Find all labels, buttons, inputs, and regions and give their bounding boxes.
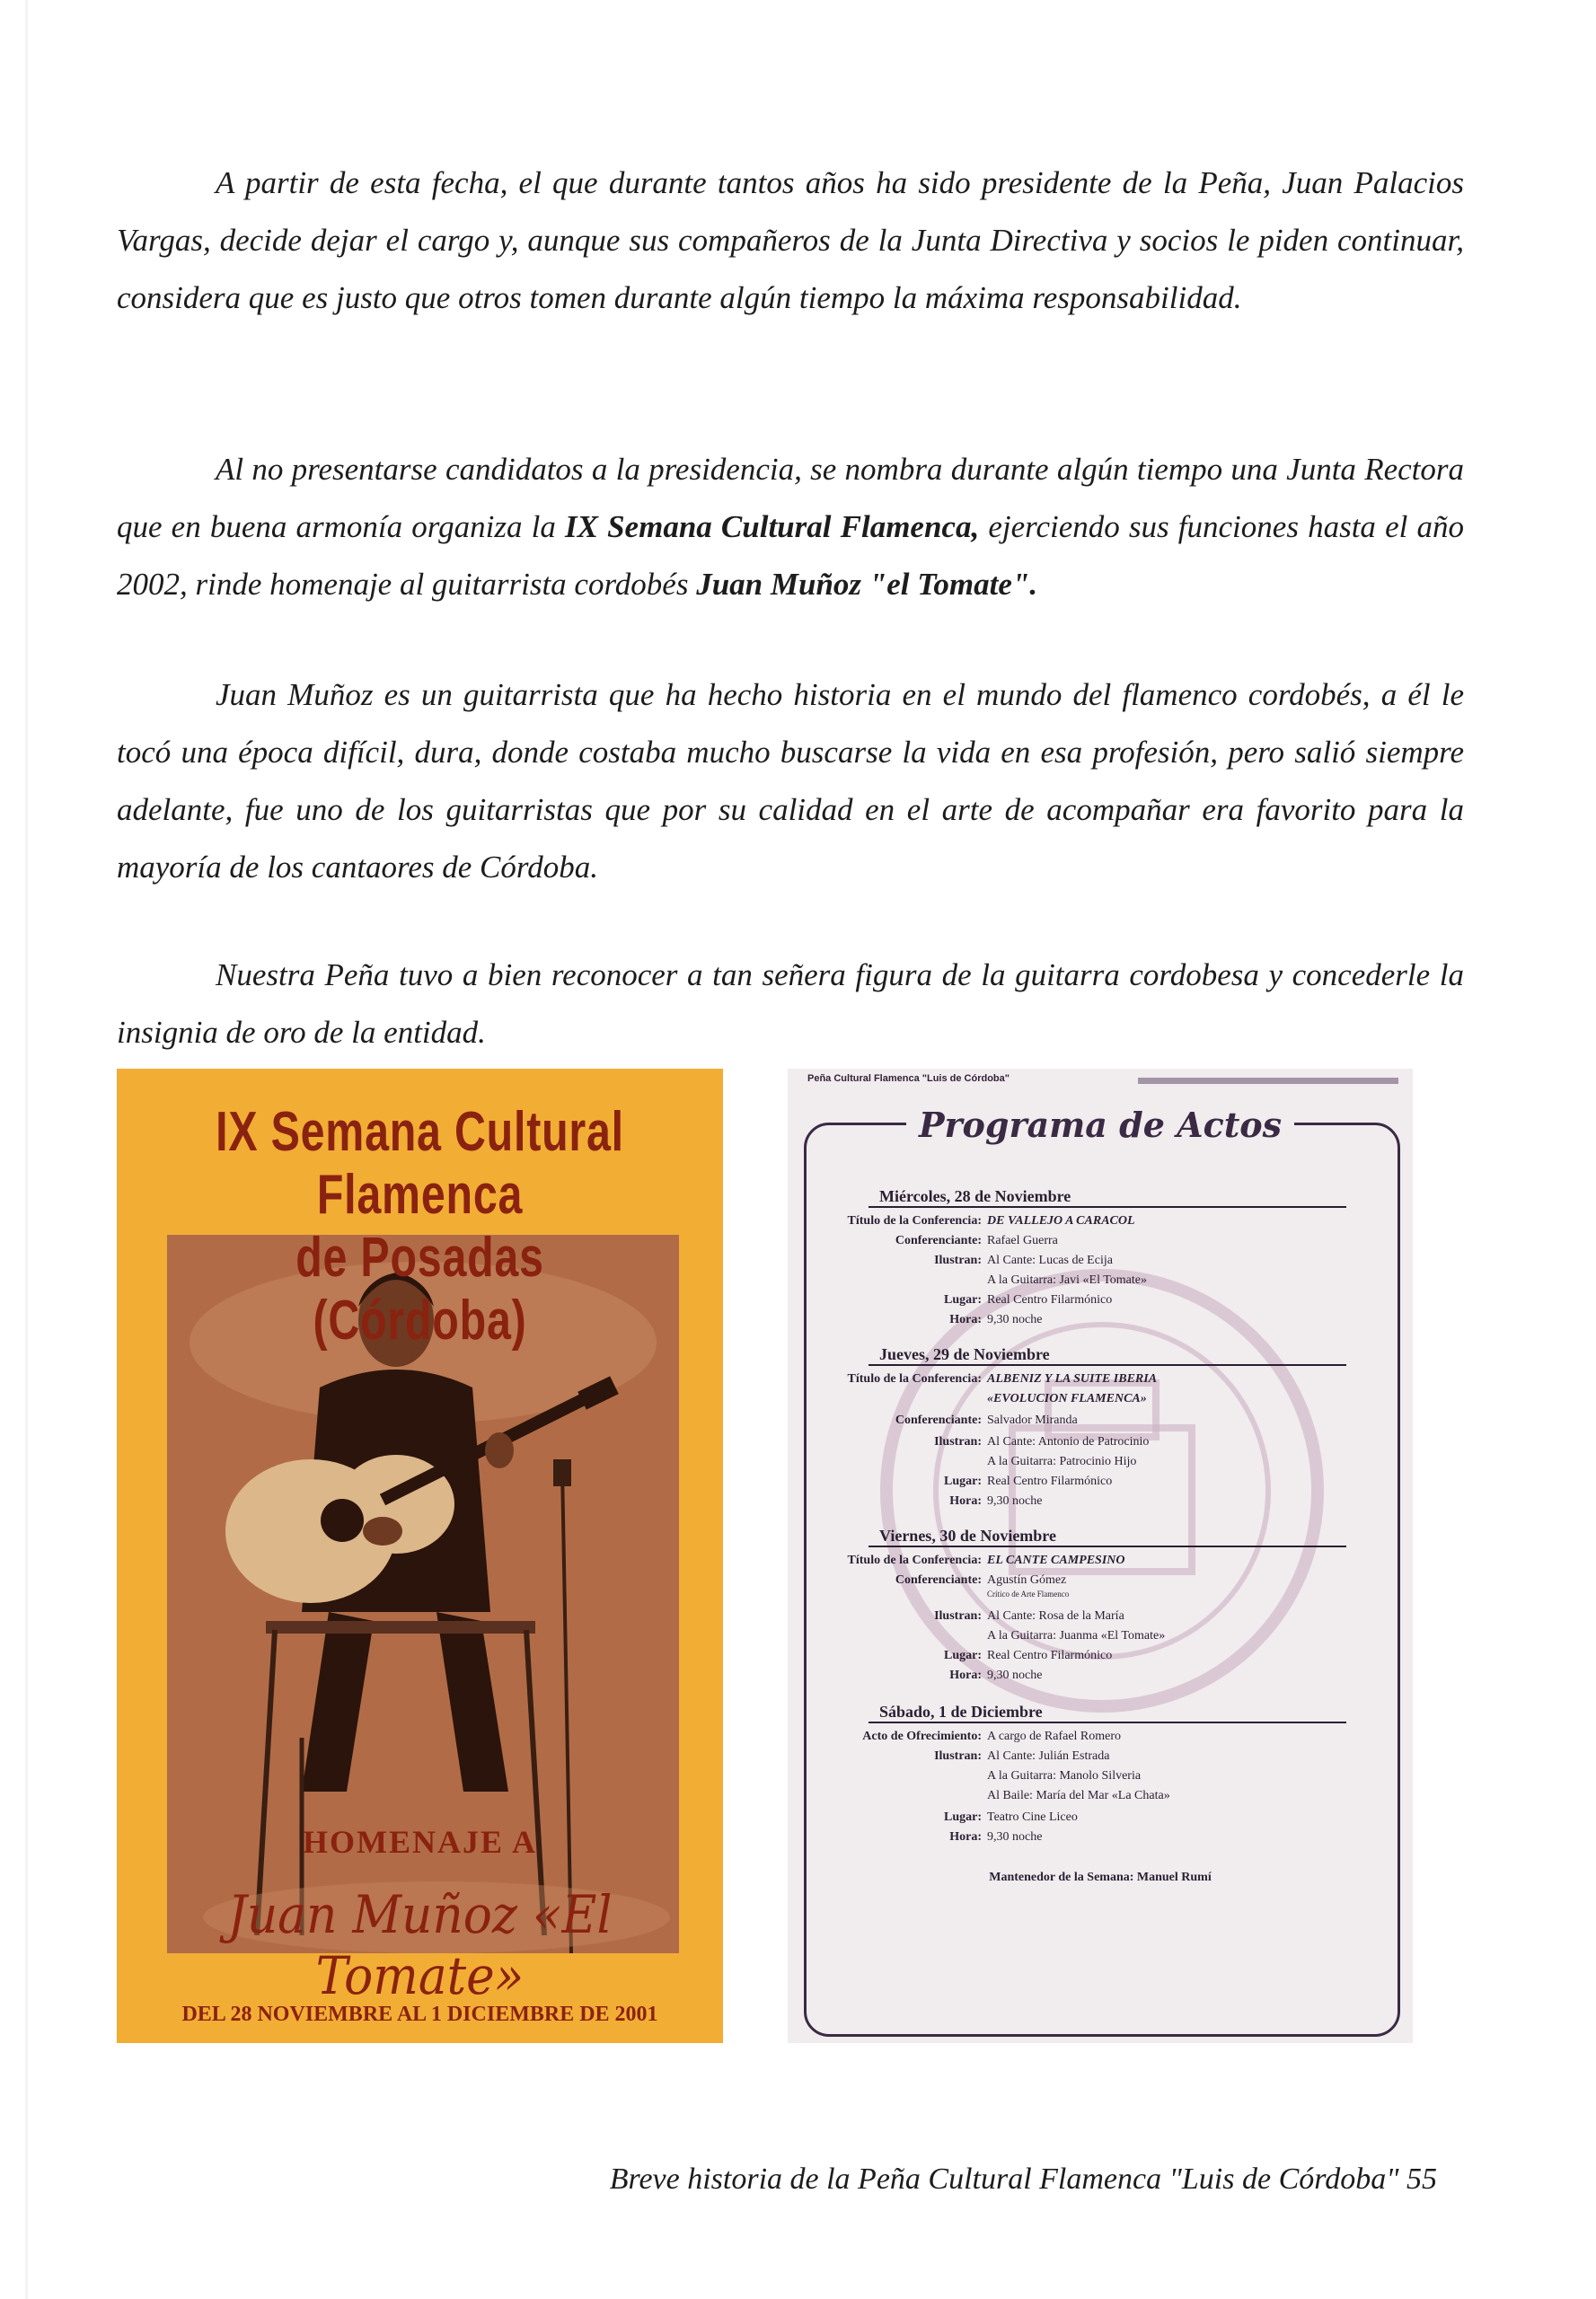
program-day: Sábado, 1 de Diciembre (869, 1703, 1346, 1723)
program-row (788, 1372, 1413, 1392)
row-key: Título de la Conferencia: (847, 1372, 982, 1386)
scan-edge (25, 0, 28, 2299)
row-value: A la Guitarra: Manolo Silveria (987, 1769, 1142, 1783)
row-value: Real Centro Filarmónico (987, 1293, 1113, 1307)
poster-honoree: Juan Muñoz «El Tomate» (227, 1884, 613, 2006)
program-row (788, 1273, 1413, 1293)
row-key: Lugar: (944, 1810, 982, 1824)
program-row (788, 1609, 1413, 1629)
row-value: A la Guitarra: Javi «El Tomate» (987, 1273, 1147, 1287)
program-row (788, 1769, 1413, 1789)
program-header: Peña Cultural Flamenca "Luis de Córdoba" (807, 1073, 1010, 1084)
row-key: Conferenciante: (895, 1414, 982, 1427)
program-row (788, 1494, 1413, 1514)
row-value: Al Baile: María del Mar «La Chata» (987, 1789, 1170, 1802)
program-row (788, 1554, 1413, 1573)
row-key: Conferenciante: (895, 1234, 982, 1247)
row-value: Al Cante: Julián Estrada (987, 1749, 1110, 1763)
program-mantenedor: Mantenedor de la Semana: Manuel Rumí (989, 1871, 1212, 1884)
poster-dates: DEL 28 NOVIEMBRE AL 1 DICIEMBRE DE 2001 (181, 2003, 658, 2026)
row-value: «EVOLUCION FLAMENCA» (987, 1392, 1147, 1405)
program-row (788, 1810, 1413, 1830)
row-value: 9,30 noche (987, 1669, 1043, 1682)
program-title-wrap (788, 1105, 1413, 1145)
program-row (788, 1669, 1413, 1688)
program-row (788, 1455, 1413, 1475)
program-row (788, 1414, 1413, 1433)
event-poster (117, 1069, 723, 2043)
row-value: Al Cante: Rosa de la María (987, 1609, 1124, 1623)
row-value: 9,30 noche (987, 1313, 1043, 1326)
bold-honoree-name: Juan Muñoz "el Tomate". (696, 567, 1038, 602)
row-value: Teatro Cine Liceo (987, 1810, 1078, 1824)
paragraph-presidente (117, 154, 1464, 327)
program-row (788, 1730, 1413, 1749)
program-row (788, 1435, 1413, 1455)
poster-title (183, 1101, 657, 1352)
poster-title-line2: de Posadas (Córdoba) (295, 1227, 544, 1352)
program-row (788, 1254, 1413, 1273)
program-card (788, 1069, 1413, 2043)
row-value: A la Guitarra: Patrocinio Hijo (987, 1455, 1137, 1468)
row-key: Ilustran: (934, 1609, 982, 1623)
program-row (788, 1590, 1413, 1609)
row-value: A cargo de Rafael Romero (987, 1730, 1122, 1743)
row-value: 9,30 noche (987, 1494, 1043, 1508)
bold-event-name: IX Semana Cultural Flamenca, (564, 509, 980, 544)
paragraph-text: ejerciendo sus funciones hasta el año 2002, rinde homenaje al guitarrista cordobés (117, 509, 1464, 602)
row-key: Ilustran: (934, 1435, 982, 1449)
row-value: Al Cante: Antonio de Patrocinio (987, 1435, 1150, 1449)
program-row (788, 1749, 1413, 1769)
paragraph-text: A partir de esta fecha, el que durante tantos años ha sido presidente de la Peña, Juan Palacios Vargas, decide dejar el cargo y, aunque sus compañeros de la Junta Directiva y socios le piden continuar, considera que es justo que otros tomen durante algún tiempo la máxima responsabilidad. (117, 165, 1464, 315)
row-key: Conferenciante: (895, 1573, 982, 1587)
row-value: DE VALLEJO A CARACOL (987, 1214, 1135, 1228)
row-key: Hora: (949, 1669, 982, 1682)
row-value: 9,30 noche (987, 1830, 1043, 1844)
paragraph-text: Juan Muñoz es un guitarrista que ha hecho historia en el mundo del flamenco cordobés, a él le tocó una época difícil, dura, donde costaba mucho buscarse la vida en esa profesión, pero salió siempre adelante, fue uno de los guitarristas que por su calidad en el arte de acompañar era favorito para la mayoría de los cantaores de Córdoba. (117, 677, 1464, 885)
program-row (788, 1293, 1413, 1313)
program-row (788, 1789, 1413, 1809)
row-key: Hora: (949, 1494, 982, 1508)
program-row (788, 1234, 1413, 1254)
program-row (788, 1214, 1413, 1234)
row-key: Lugar: (944, 1475, 982, 1488)
row-value: A la Guitarra: Juanma «El Tomate» (987, 1629, 1166, 1643)
program-title: Programa de Actos (906, 1105, 1294, 1145)
program-day: Miércoles, 28 de Noviembre (869, 1187, 1346, 1208)
row-value: Crítico de Arte Flamenco (987, 1590, 1070, 1599)
program-row (788, 1313, 1413, 1333)
row-key: Lugar: (944, 1649, 982, 1662)
program-row (788, 1649, 1413, 1669)
paragraph-insignia (117, 947, 1464, 1061)
row-value: Real Centro Filarmónico (987, 1649, 1113, 1662)
row-value: Rafael Guerra (987, 1234, 1058, 1247)
program-day: Viernes, 30 de Noviembre (869, 1527, 1346, 1547)
row-value: Agustín Gómez (987, 1573, 1067, 1587)
program-header-bar (1138, 1078, 1398, 1084)
program-row (788, 1830, 1413, 1850)
row-key: Hora: (949, 1830, 982, 1844)
row-value: EL CANTE CAMPESINO (987, 1554, 1125, 1567)
row-key: Hora: (949, 1313, 982, 1326)
program-day: Jueves, 29 de Noviembre (869, 1345, 1346, 1366)
paragraph-text: Nuestra Peña tuvo a bien reconocer a tan señera figura de la guitarra cordobesa y concederle la insignia de oro de la entidad. (117, 957, 1464, 1050)
row-key: Lugar: (944, 1293, 982, 1307)
row-value: Al Cante: Lucas de Ecija (987, 1254, 1113, 1267)
row-key: Acto de Ofrecimiento: (862, 1730, 982, 1743)
row-value: Real Centro Filarmónico (987, 1475, 1113, 1488)
row-key: Título de la Conferencia: (847, 1214, 982, 1228)
program-row (788, 1475, 1413, 1494)
paragraph-juan-munoz (117, 666, 1464, 896)
row-key: Ilustran: (934, 1254, 982, 1267)
program-row (788, 1392, 1413, 1412)
page-footer: Breve historia de la Peña Cultural Flamenca "Luis de Córdoba" 55 (609, 2162, 1437, 2196)
row-key: Ilustran: (934, 1749, 982, 1763)
row-value: ALBENIZ Y LA SUITE IBERIA (987, 1372, 1158, 1386)
paragraph-junta-rectora (117, 441, 1464, 613)
row-value: Salvador Miranda (987, 1414, 1078, 1427)
poster-title-line1: IX Semana Cultural Flamenca (216, 1101, 624, 1226)
poster-homenaje: HOMENAJE A (302, 1824, 537, 1860)
program-row (788, 1629, 1413, 1649)
paragraph-text: Al no presentarse candidatos a la presidencia, se nombra durante algún tiempo una Junta Rectora que en buena armonía organiza la (117, 452, 1464, 544)
row-key: Título de la Conferencia: (847, 1554, 982, 1567)
